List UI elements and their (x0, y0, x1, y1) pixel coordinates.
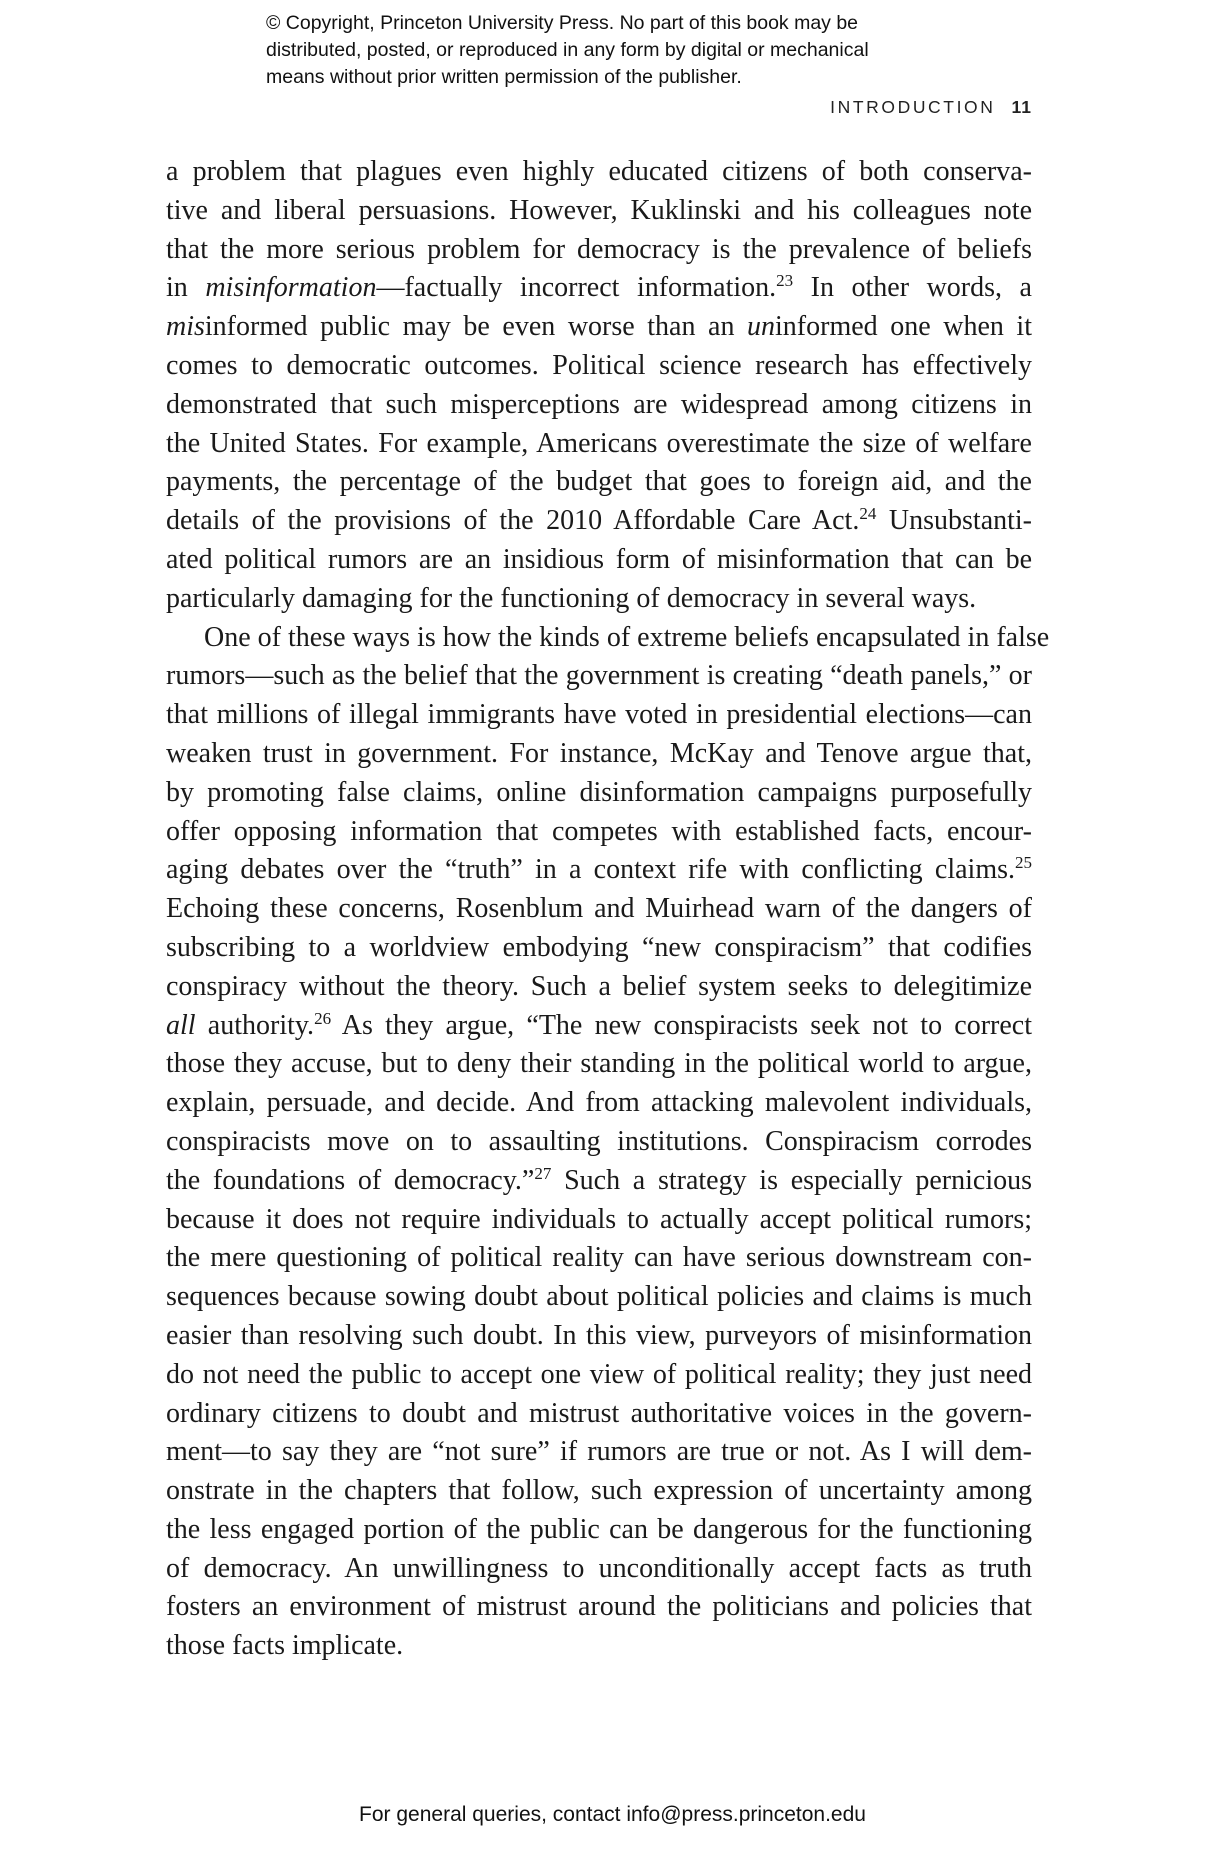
text-run: because it does not require individuals to actually accept political rumors; (166, 1203, 1032, 1235)
text-run: As they argue, “The new conspiracists seek not to correct (331, 1009, 1032, 1041)
copyright-line: means without prior written permission of the publisher. (266, 66, 742, 88)
text-line (166, 541, 1032, 580)
text-run: fosters an environment of mistrust around the politicians and policies that (166, 1591, 1032, 1623)
copyright-line: distributed, posted, or reproduced in any form by digital or mechanical (266, 39, 869, 61)
italic-text: mis (166, 311, 205, 343)
copyright-notice (266, 10, 1026, 91)
text-run: that the more serious problem for democracy is the prevalence of beliefs (166, 233, 1032, 265)
text-run: informed one when it (775, 311, 1032, 343)
italic-text: misinformation (205, 272, 377, 304)
body-text (166, 153, 1050, 1666)
text-run: rumors—such as the belief that the government is creating “death panels,” or (166, 660, 1032, 692)
text-line (166, 1356, 1032, 1395)
text-run: that millions of illegal immigrants have voted in presidential elections—can (166, 699, 1032, 731)
footnote-ref: 26 (314, 1008, 332, 1028)
text-line (166, 1278, 1032, 1317)
text-run: particularly damaging for the functioning of democracy in several ways. (166, 582, 977, 614)
text-line (166, 1588, 1032, 1627)
text-run: Such a strategy is especially pernicious (551, 1164, 1032, 1196)
italic-text: un (747, 311, 776, 343)
footnote-ref: 27 (534, 1163, 552, 1183)
text-line (166, 425, 1032, 464)
text-run: do not need the public to accept one view of political reality; they just need (166, 1358, 1032, 1390)
text-line (166, 386, 1032, 425)
text-line (166, 1239, 1032, 1278)
running-head (830, 97, 1032, 118)
text-run: the United States. For example, Americans overestimate the size of welfare (166, 427, 1032, 459)
text-run: demonstrated that such misperceptions are widespread among citizens in (166, 388, 1032, 420)
text-run: of democracy. An unwillingness to unconditionally accept facts as truth (166, 1552, 1032, 1584)
text-line (166, 1045, 1032, 1084)
text-run: onstrate in the chapters that follow, such expression of uncertainty among (166, 1475, 1032, 1507)
copyright-line: © Copyright, Princeton University Press. No part of this book may be (266, 12, 859, 34)
text-line (166, 1201, 1032, 1240)
text-run: informed public may be even worse than an (204, 311, 748, 343)
text-run: those they accuse, but to deny their standing in the political world to argue, (166, 1048, 1032, 1080)
text-line (166, 502, 1032, 541)
text-line (166, 153, 1032, 192)
text-run: conspiracy without the theory. Such a belief system seeks to delegitimize (166, 970, 1032, 1002)
text-line (166, 1511, 1032, 1550)
text-line (166, 1627, 1032, 1666)
text-run: aging debates over the “truth” in a context rife with conflicting claims. (166, 854, 1015, 886)
text-line (166, 1317, 1032, 1356)
text-run: One of these ways is how the kinds of extreme beliefs encapsulated in false (204, 621, 1050, 653)
text-run: Echoing these concerns, Rosenblum and Muirhead warn of the dangers of (166, 893, 1032, 925)
running-head-section: INTRODUCTION (830, 97, 996, 117)
text-line (166, 968, 1032, 1007)
text-run: ated political rumors are an insidious form of misinformation that can be (166, 543, 1032, 575)
text-line (166, 619, 1050, 658)
text-run: tive and liberal persuasions. However, Kuklinski and his colleagues note (166, 194, 1032, 226)
text-run: the mere questioning of political reality can have serious downstream con- (166, 1242, 1032, 1274)
footer-contact: For general queries, contact info@press.princeton.edu (359, 1803, 866, 1826)
text-line (166, 1007, 1032, 1046)
text-run: in (166, 272, 206, 304)
text-run: ordinary citizens to doubt and mistrust authoritative voices in the govern- (166, 1397, 1032, 1429)
footnote-ref: 23 (776, 271, 794, 291)
text-line (166, 657, 1032, 696)
text-line (166, 813, 1032, 852)
text-run: explain, persuade, and decide. And from attacking malevolent individuals, (166, 1087, 1032, 1119)
text-run: offer opposing information that competes with established facts, encour- (166, 815, 1032, 847)
text-line (166, 1550, 1032, 1589)
text-run: subscribing to a worldview embodying “new conspiracism” that codifies (166, 931, 1032, 963)
text-line (166, 851, 1032, 890)
text-line (166, 1123, 1032, 1162)
text-run: by promoting false claims, online disinformation campaigns purposefully (166, 776, 1032, 808)
footnote-ref: 25 (1015, 853, 1032, 873)
text-line (166, 308, 1032, 347)
text-run: weaken trust in government. For instance, McKay and Tenove argue that, (166, 737, 1032, 769)
text-run: authority. (195, 1009, 315, 1041)
text-run: payments, the percentage of the budget that goes to foreign aid, and the (166, 466, 1032, 498)
text-line (166, 347, 1032, 386)
text-run: —factually incorrect information. (376, 272, 777, 304)
text-line (166, 192, 1032, 231)
text-line (166, 774, 1032, 813)
text-run: In other words, a (793, 272, 1032, 304)
italic-text: all (166, 1009, 196, 1041)
text-line (166, 1472, 1032, 1511)
text-run: ment—to say they are “not sure” if rumors are true or not. As I will dem- (166, 1436, 1032, 1468)
text-line (166, 735, 1032, 774)
text-line (166, 1395, 1032, 1434)
text-run: the foundations of democracy.” (166, 1164, 535, 1196)
text-line (166, 929, 1032, 968)
text-run: easier than resolving such doubt. In this view, purveyors of misinformation (166, 1319, 1032, 1351)
text-line (166, 269, 1032, 308)
text-line (166, 231, 1032, 270)
text-line (166, 1162, 1032, 1201)
text-line (166, 1433, 1032, 1472)
text-run: sequences because sowing doubt about political policies and claims is much (166, 1281, 1032, 1313)
text-run: details of the provisions of the 2010 Affordable Care Act. (166, 505, 860, 537)
text-run: the less engaged portion of the public can be dangerous for the functioning (166, 1513, 1032, 1545)
text-run: comes to democratic outcomes. Political science research has effectively (166, 349, 1032, 381)
footnote-ref: 24 (859, 504, 877, 524)
text-line (166, 580, 1032, 619)
text-line (166, 1084, 1032, 1123)
text-line (166, 463, 1032, 502)
text-run: Unsubstanti- (876, 505, 1033, 537)
text-run: those facts implicate. (166, 1630, 404, 1662)
text-line (166, 890, 1032, 929)
text-run: conspiracists move on to assaulting institutions. Conspiracism corrodes (166, 1125, 1032, 1157)
text-line (166, 696, 1032, 735)
text-run: a problem that plagues even highly educated citizens of both conserva- (166, 156, 1032, 187)
page-number: 11 (1011, 97, 1032, 117)
